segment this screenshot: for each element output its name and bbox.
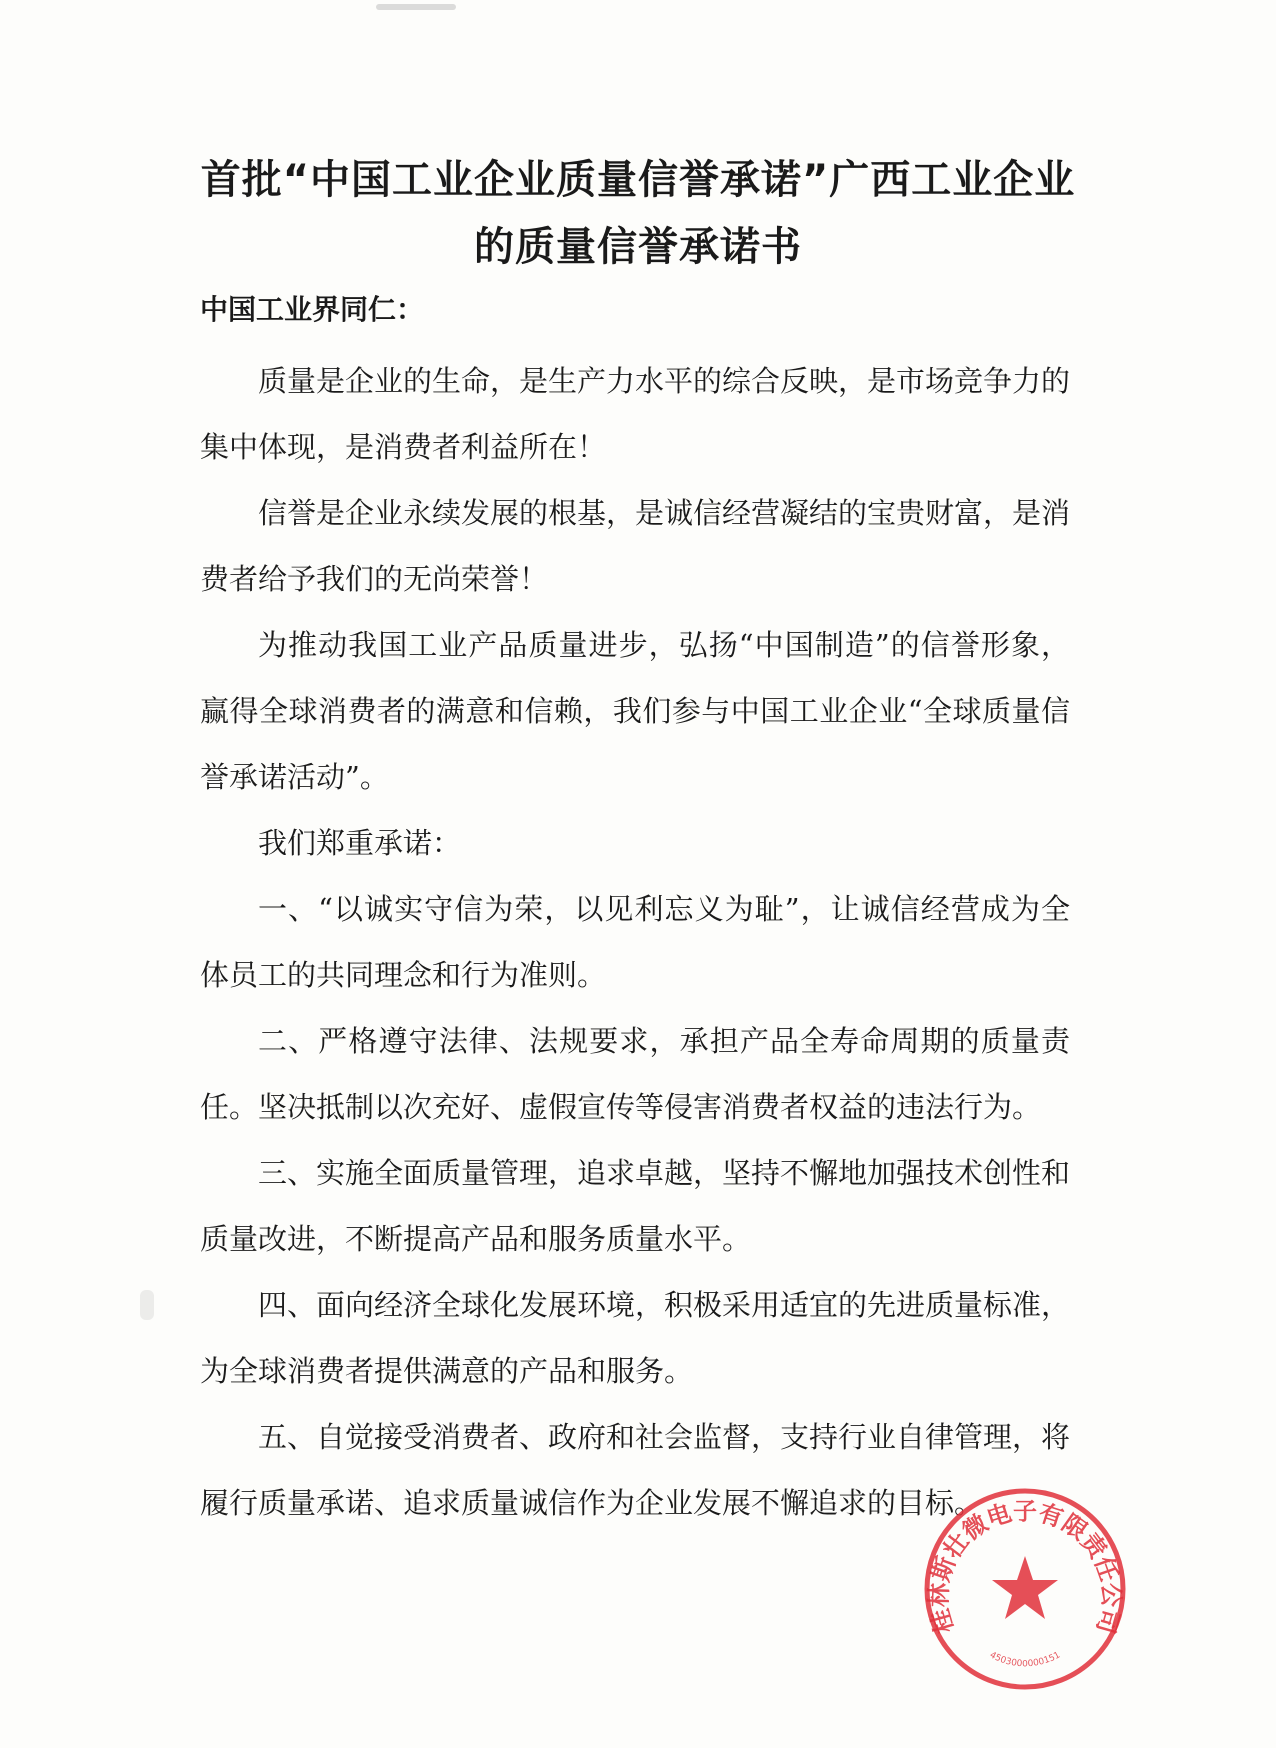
paragraph: 我们郑重承诺： xyxy=(258,826,462,860)
paragraph: 四、面向经济全球化发展环境，积极采用适宜的先进质量标准，为全球消费者提供满意的产品和服务。 xyxy=(200,1288,1071,1388)
scan-speck xyxy=(140,1290,154,1320)
document-title-line2: 的质量信誉承诺书 xyxy=(474,224,802,270)
seal-name: 桂林斯壮微电子有限责任公司 xyxy=(924,1497,1126,1637)
company-seal xyxy=(920,1484,1130,1694)
paragraph: 一、“以诚实守信为荣，以见利忘义为耻”，让诚信经营成为全体员工的共同理念和行为准则。 xyxy=(200,892,1070,992)
paragraph: 二、严格遵守法律、法规要求，承担产品全寿命周期的质量责任。坚决抵制以次充好、虚假宣传等侵害消费者权益的违法行为。 xyxy=(200,1024,1070,1124)
paragraph: 五、自觉接受消费者、政府和社会监督，支持行业自律管理，将履行质量承诺、追求质量诚信作为企业发展不懈追求的目标。 xyxy=(200,1420,1071,1520)
paragraph: 信誉是企业永续发展的根基，是诚信经营凝结的宝贵财富，是消费者给予我们的无尚荣誉！ xyxy=(200,496,1071,596)
star-icon xyxy=(992,1556,1058,1619)
paragraph: 三、实施全面质量管理，追求卓越，坚持不懈地加强技术创性和质量改进，不断提高产品和服务质量水平。 xyxy=(200,1156,1071,1256)
paragraph: 质量是企业的生命，是生产力水平的综合反映，是市场竞争力的集中体现，是消费者利益所在！ xyxy=(200,364,1071,464)
salutation: 中国工业界同仁： xyxy=(200,293,425,326)
seal-graphic xyxy=(920,1484,1130,1694)
seal-code: 4503000000151 xyxy=(987,1650,1063,1670)
scan-mark xyxy=(376,4,456,10)
paragraph: 为推动我国工业产品质量进步，弘扬“中国制造”的信誉形象，赢得全球消费者的满意和信赖，我们参与中国工业企业“全球质量信誉承诺活动”。 xyxy=(200,628,1070,794)
document-title-line1: 首批“中国工业企业质量信誉承诺”广西工业企业 xyxy=(200,157,1076,203)
document-body xyxy=(200,348,1070,1536)
